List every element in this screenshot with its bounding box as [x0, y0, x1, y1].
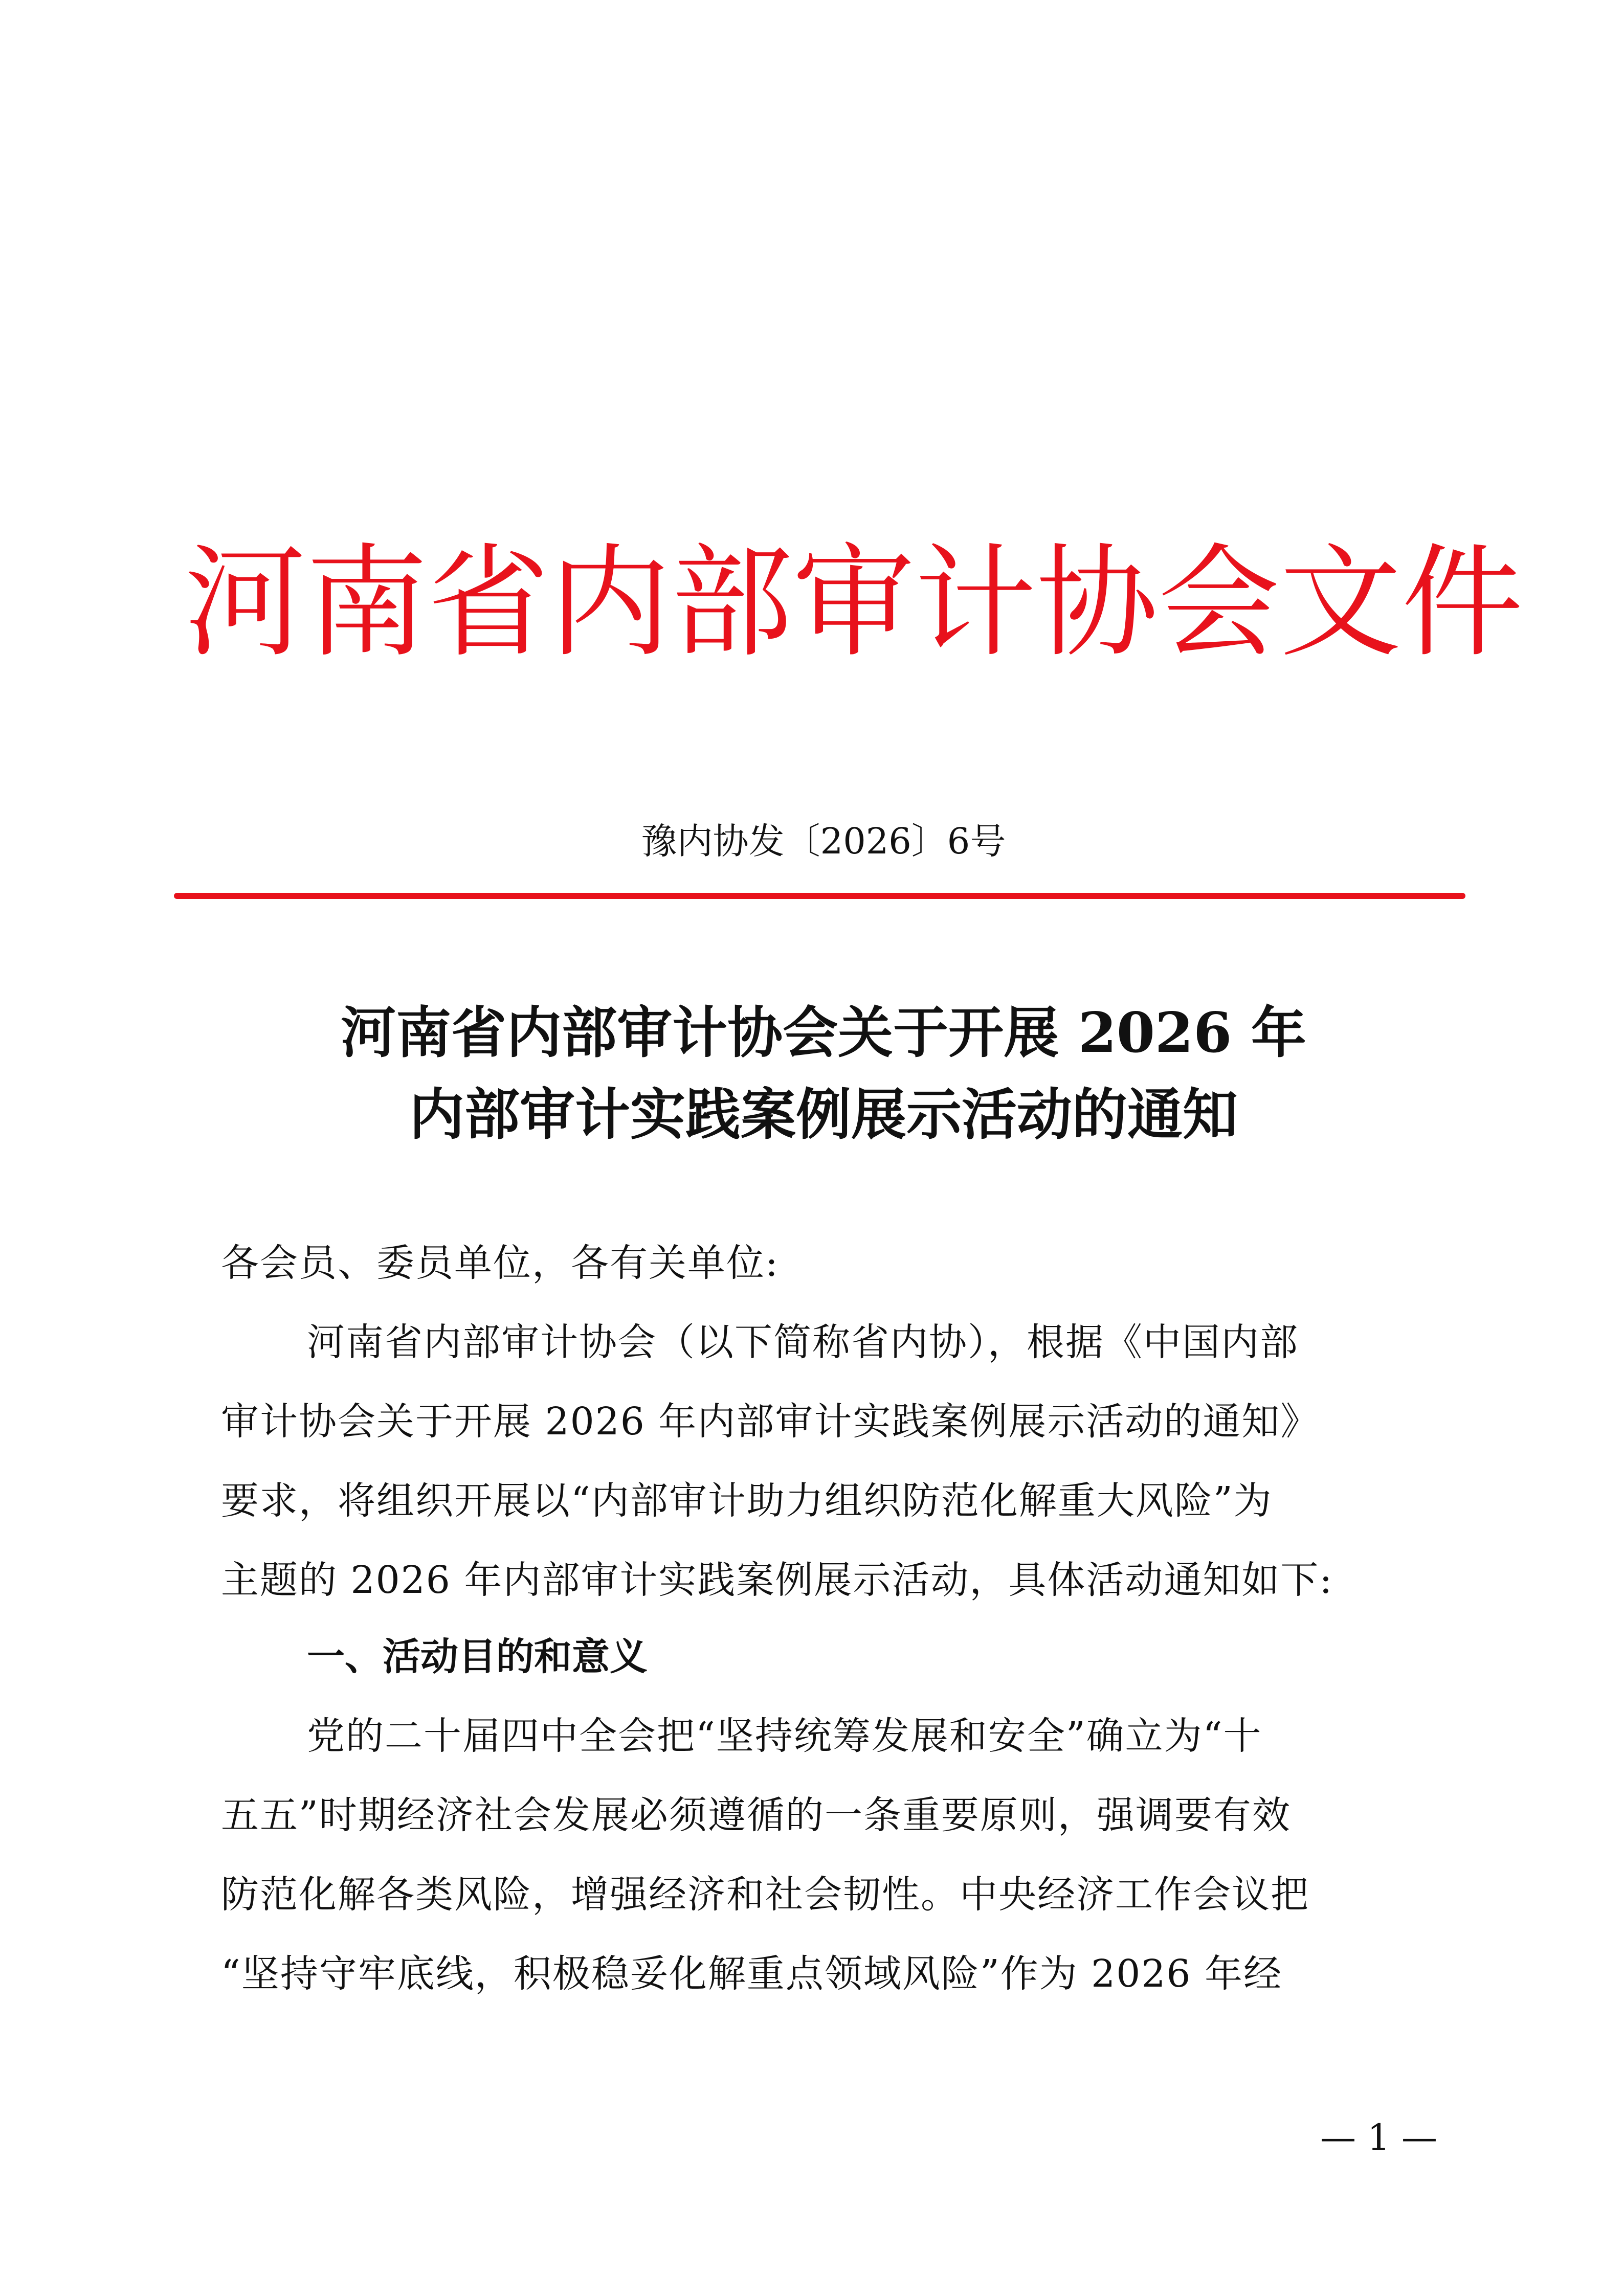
paragraph-2-line: 防范化解各类风险，增强经济和社会韧性。中央经济工作会议把: [221, 1873, 1309, 1917]
notice-title-line-2: 内部审计实践案例展示活动的通知: [409, 1083, 1238, 1147]
notice-title-line-1: 河南省内部审计协会关于开展 2026 年: [341, 1001, 1306, 1065]
red-divider: [174, 893, 1465, 899]
paragraph-2-line: 党的二十届四中全会把“坚持统筹发展和安全”确立为“十: [307, 1714, 1262, 1758]
paragraph-2-line: “坚持守牢底线，积极稳妥化解重点领域风险”作为 2026 年经: [221, 1952, 1283, 1996]
document-number: 豫内协发〔2026〕6号: [641, 820, 1006, 862]
section-heading: 一、活动目的和意义: [307, 1635, 648, 1679]
salutation: 各会员、委员单位，各有关单位:: [221, 1241, 779, 1285]
paragraph-2-line: 五五”时期经济社会发展必须遵循的一条重要原则，强调要有效: [221, 1793, 1291, 1837]
paragraph-1-line: 要求，将组织开展以“内部审计助力组织防范化解重大风险”为: [221, 1479, 1273, 1523]
org-file-header: 河南省内部审计协会文件: [184, 532, 1523, 674]
paragraph-1-line: 主题的 2026 年内部审计实践案例展示活动，具体活动通知如下:: [221, 1558, 1333, 1602]
page-number: — 1 —: [1320, 2117, 1437, 2158]
paragraph-1-line: 审计协会关于开展 2026 年内部审计实践案例展示活动的通知》: [221, 1400, 1320, 1444]
paragraph-1-line: 河南省内部审计协会（以下简称省内协），根据《中国内部: [307, 1320, 1299, 1364]
